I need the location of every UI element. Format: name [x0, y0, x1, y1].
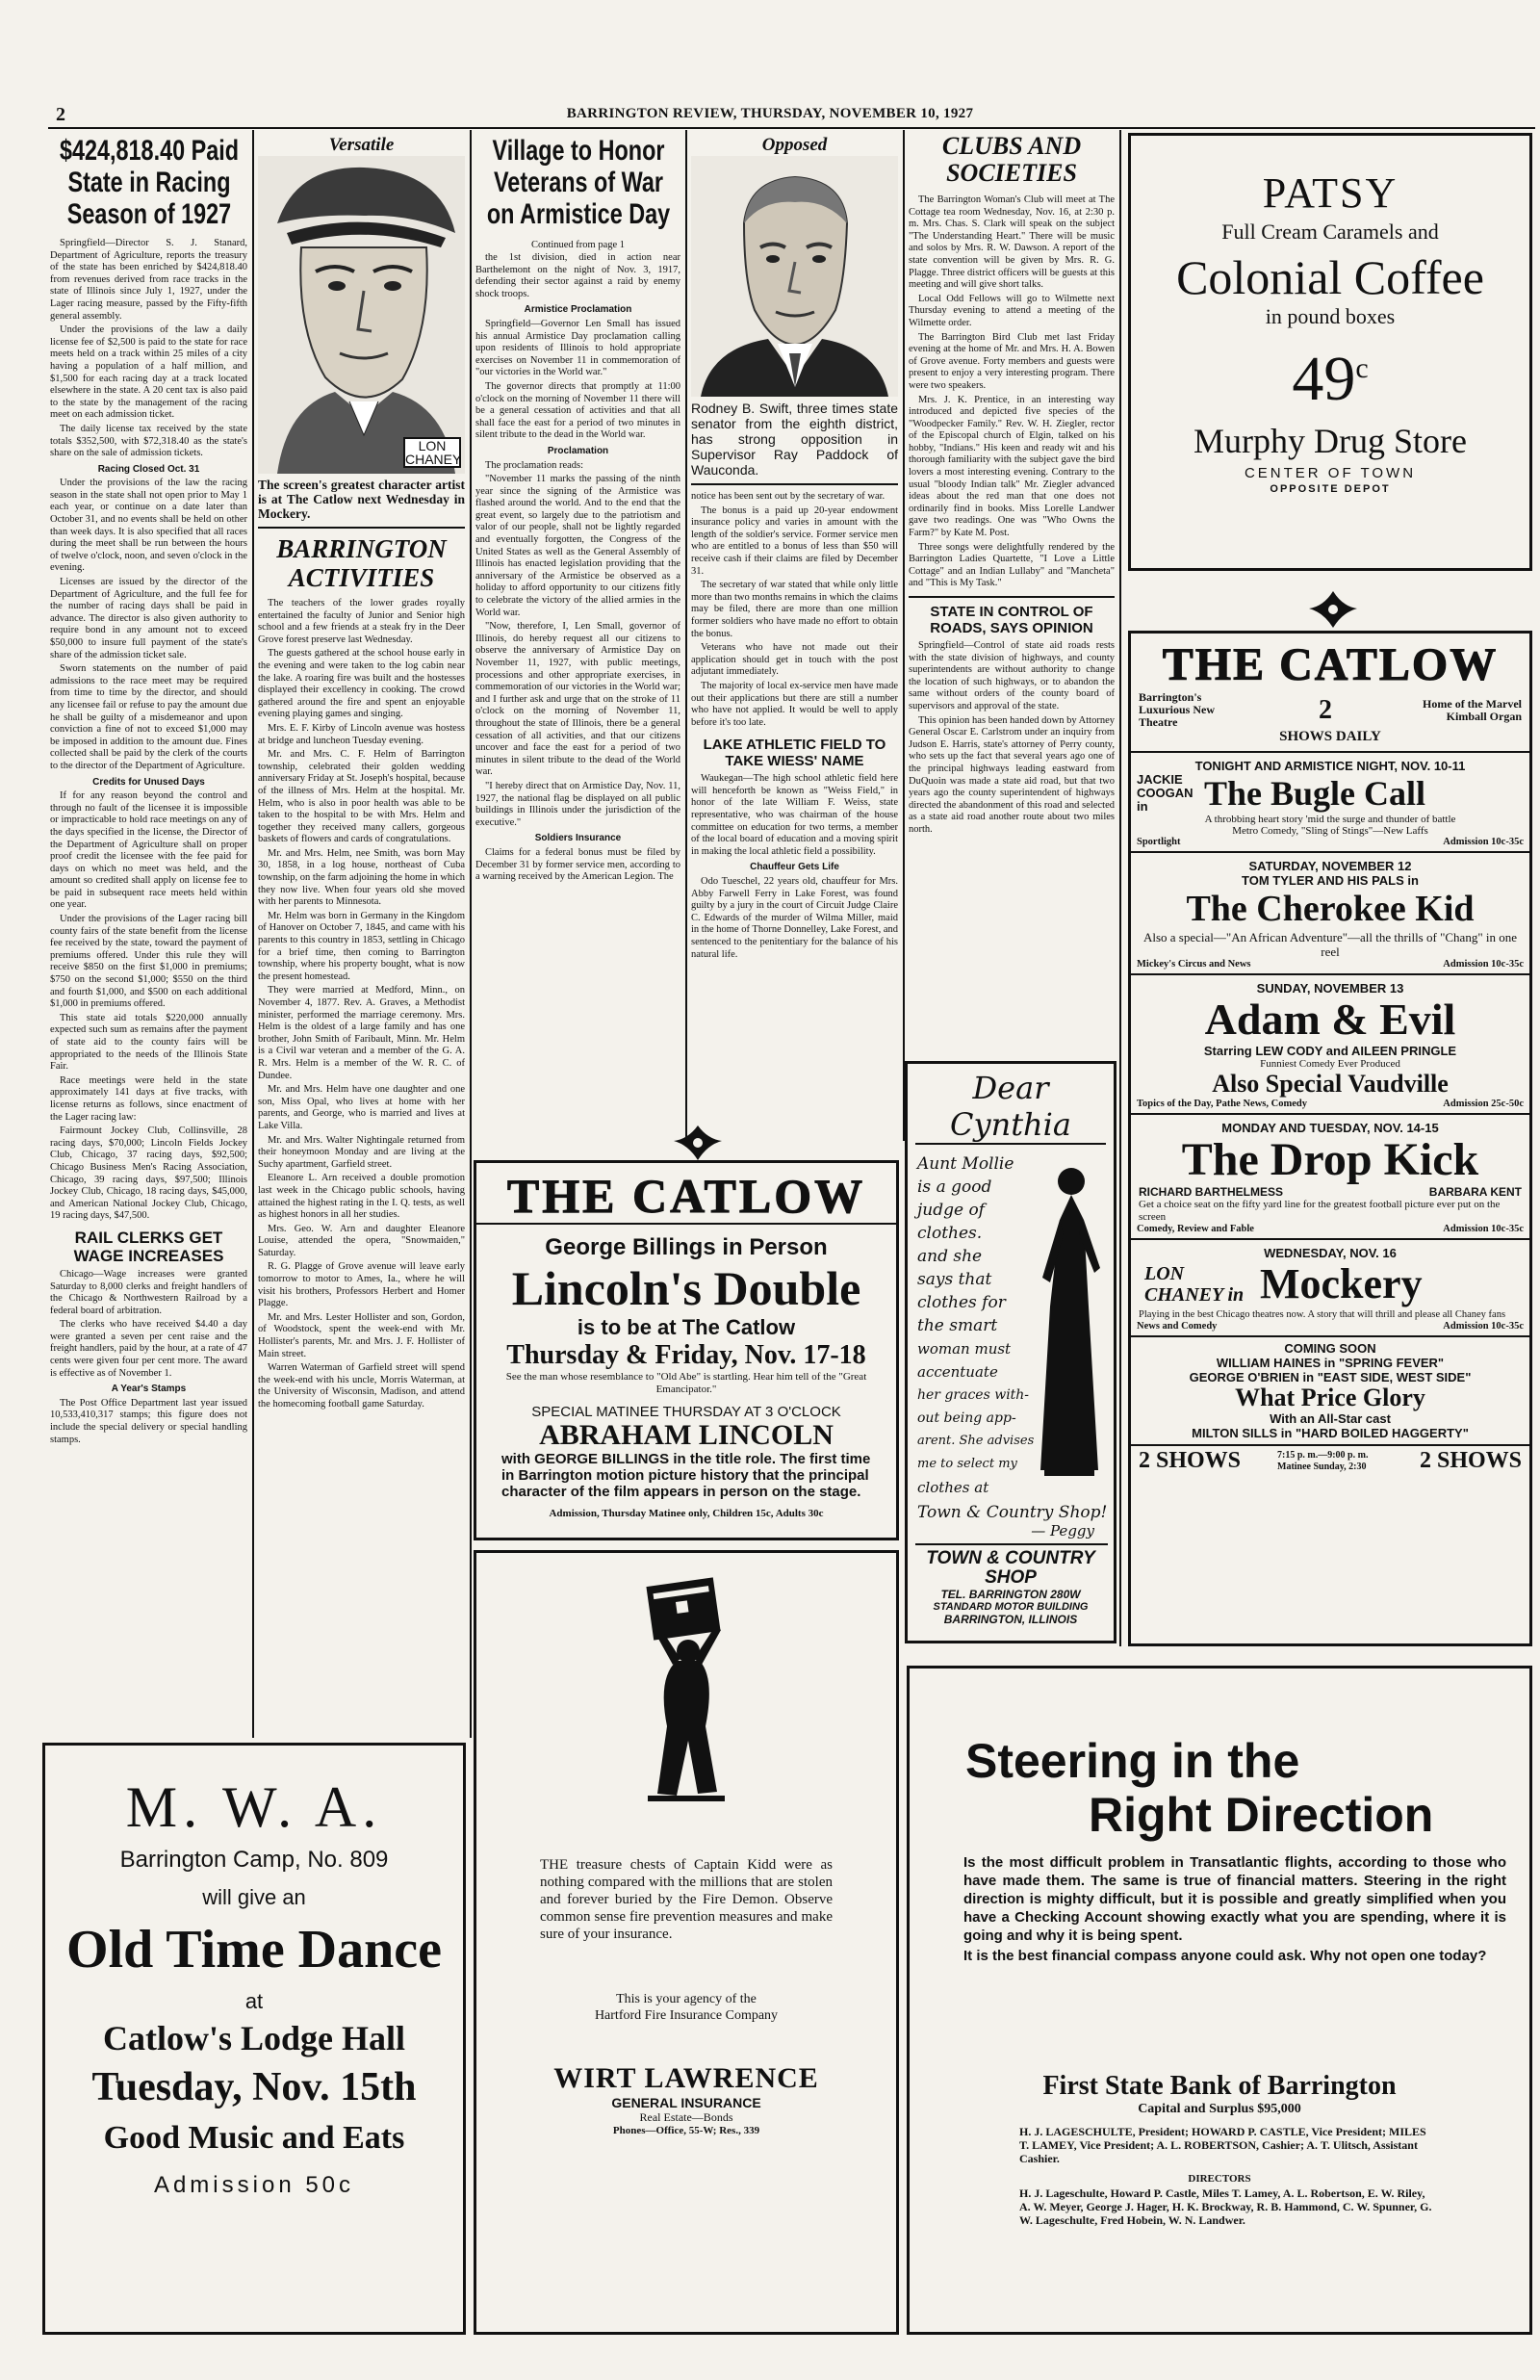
mwa-hall: Catlow's Lodge Hall [102, 2019, 405, 2057]
paragraph: They were married at Medford, Minn., on November 4, 1877. Rev. A. Graves, a Methodist minister, performed the marriage ceremony. Mrs. Helm is the oldest of a large family and has one brother, John Smith of Faribault, Minn. Mr. Helm is a Civil war veteran and a member of the G. A. R. Mrs. Helm is a member of the W. R. C. of Dundee. [258, 985, 465, 1081]
hand-line: says that [917, 1270, 992, 1289]
coming-soon: COMING SOON [1284, 1341, 1376, 1356]
catlow-two: 2 [1319, 694, 1332, 725]
paragraph: If for any reason beyond the control and through no fault of the licensee it is impossible or impracticable to hold race meetings on any of the days specified in the license, the Director of the Department of Agriculture shall on proper proof credit the licensee with the fee paid for days on which no meet was held, and the amount so credited shall apply on license fee to be paid in subsequent race meets held within one year. [50, 790, 247, 911]
wednesday-line: WEDNESDAY, NOV. 16 [1264, 1246, 1397, 1260]
matinee: SPECIAL MATINEE THURSDAY AT 3 O'CLOCK [531, 1404, 841, 1420]
paragraph: Under the provisions of the law the racing season in the state shall not open prior to May 1 each year, or continue on a date later than October 31, and no events shall be held on other than week days. It is also specified that all races during the meet shall be run between the hours of twelve o'clock, noon, and seven o'clock in the evening. [50, 478, 247, 574]
news-comedy: News and Comedy [1137, 1321, 1218, 1332]
patsy-name: PATSY [1262, 169, 1399, 217]
paragraph: Mrs. E. F. Kirby of Lincoln avenue was hostess at bridge and luncheon Tuesday evening. [258, 722, 465, 746]
tonight-line: TONIGHT AND ARMISTICE NIGHT, NOV. 10-11 [1194, 759, 1466, 773]
portrait-image [691, 156, 898, 397]
shop-logo: TOWN & COUNTRY SHOP [926, 1548, 1095, 1588]
continued-note: Continued from page 1 [530, 240, 626, 250]
all-star: With an All-Star cast [1270, 1411, 1391, 1426]
hand-line: and she [917, 1247, 983, 1266]
directors-label: DIRECTORS [1188, 2173, 1251, 2185]
clubs-headline: CLUBS AND SOCIETIES [941, 132, 1082, 187]
hand-line: clothes. [917, 1224, 983, 1243]
coming-1: WILLIAM HAINES in "SPRING FEVER" [1216, 1356, 1445, 1370]
paragraph: Mr. Helm was born in Germany in the Kingdom of Hanover on October 7, 1845, and came with his parents to this country in 1853, settling in Chicago for a brief time, then coming to Barrington township, where his property bought, what is now the present homestead. [258, 910, 465, 982]
catlow-center-ad [474, 1160, 899, 1540]
cynthia-title: Dear Cynthia [915, 1070, 1106, 1145]
photo-label: Opposed [761, 135, 828, 155]
paragraph: Mr. and Mrs. C. F. Helm of Barrington township, celebrated their golden wedding anniversary Friday at St. Joseph's hospital, because of the illness of Mrs. Helm at the hospital. Mr. Helm, who is also in poor health was able to be taken to the hospital to be with Mrs. Helm and together they received many callers, gorgeous baskets of flowers and cards of congratulations. [258, 749, 465, 845]
bugle-desc: A throbbing heart story 'mid the surge and thunder of battle [1204, 814, 1456, 825]
price-unit: c [1355, 352, 1369, 384]
admission-1: Admission 10c-35c [1443, 837, 1524, 847]
rule [1131, 1238, 1529, 1240]
hand-line: Aunt Mollie [917, 1154, 1014, 1174]
page-number: 2 [56, 104, 65, 125]
lon-chaney-photo [258, 156, 465, 474]
hand-line: clothes at [917, 1479, 989, 1496]
mwa-dance: Old Time Dance [66, 1920, 442, 1979]
paragraph: Race meetings were held in the state approximately 141 days at five tracks, with license returns as follows, since enactment of the Lager racing law: [50, 1074, 247, 1123]
rule [1131, 1113, 1529, 1115]
paragraph: The daily license tax received by the state totals $352,500, with $72,318.40 as the state's share on the sale of admission tickets. [50, 423, 247, 459]
rule [1131, 973, 1529, 975]
cherokee-desc: Also a special—"An African Adventure"—all the thrills of "Chang" in one reel [1142, 930, 1518, 959]
column-rule-2 [470, 130, 472, 1738]
wirt-re: Real Estate—Bonds [639, 2110, 733, 2124]
paragraph: Mr. and Mrs. Lester Hollister and son, Gordon, of Woodstock, spent the week-end with Mr. Hollister's parents, Mr. and Mrs. J. F. Hollister of Main street. [258, 1311, 465, 1359]
rule [915, 1543, 1108, 1545]
paragraph: Odo Tueschel, 22 years old, chauffeur for Mrs. Abby Farwell Ferry in Lake Forest, was found guilty by a jury in the court of Circuit Judge Claire C. Edwards of the murder of Wilma Miller, maid in the home of Thorne Donnelley, Lake Forest, and sentenced to the penitentiary for the balance of his natural life. [691, 876, 898, 960]
bugle-call-title: The Bugle Call [1204, 774, 1426, 813]
rule [1131, 751, 1529, 753]
treasure-chest-illustration [476, 1572, 896, 1827]
cherokee-title: The Cherokee Kid [1186, 889, 1475, 929]
dates: Thursday & Friday, Nov. 17-18 [506, 1340, 866, 1370]
paragraph: Three songs were delightfully rendered by the Barrington Ladies Quartette, "I Love a Little Cottage" and an Indian Lullaby" and "Mancheta" and "This is My Task." [909, 541, 1115, 589]
show-times: 7:15 p. m.—9:00 p. m. Matinee Sunday, 2:30 [1277, 1449, 1369, 1472]
masthead-title: BARRINGTON REVIEW, THURSDAY, NOVEMBER 10, 1927 [566, 106, 974, 121]
sportlight: Sportlight [1137, 837, 1181, 847]
bonus-body [691, 491, 898, 729]
vaudeville: Also Special Vaudville [1212, 1070, 1449, 1098]
paragraph: Mrs. J. K. Prentice, in an interesting way introduced and depicted five species of the "Woodpecker Family." Rev. W. H. Ziegler, rector of the Episcopal church of Elgin, talked on his hobby, "Indians." His keen and ready wit and his thorough familiarity with the subject gave the bird lovers a most interesting evening. Contrary to the usual "bloody Indian talk" Mr. Ziegler advanced ideas about the red man that one does not ordinarily find in books. Miss Lorelle Landwer gave two readings. One was "Who Owns the Farm?" by Kate M. Post. [909, 394, 1115, 539]
paragraph: Licenses are issued by the director of the Department of Agriculture, and the full fee for the number of racing days shall be paid in advance. The director is also given authority to require bond in any amount not to exceed $50,000 to insure full payment of the state's share of the admission ticket sale. [50, 577, 247, 660]
clubs-body [909, 194, 1115, 590]
hand-line: her graces with- [917, 1387, 1030, 1403]
paragraph: "I hereby direct that on Armistice Day, Nov. 11, 1927, the national flag be displayed on all public buildings in Illinois under the jurisdiction of the executive." [475, 780, 680, 828]
rodney-swift-photo [691, 156, 898, 397]
tom-tyler: TOM TYLER AND HIS PALS in [1242, 873, 1419, 888]
column-rule-1 [252, 130, 254, 1738]
catlow-right-sub: Home of the Marvel Kimball Organ [1423, 696, 1522, 723]
paragraph: Waukegan—The high school athletic field here will henceforth be known as "Weiss Field," in honor of the late William F. Weiss, state representative, who was chairman of the house committee on education for two terms, a member of the local board of education and a moving spirit in making the local athletic field a possibility. [691, 773, 898, 857]
activities-headline: BARRINGTON ACTIVITIES [276, 534, 447, 592]
adam-title: Adam & Evil [1204, 995, 1456, 1044]
rule [1131, 1335, 1529, 1337]
paragraph: Springfield—Governor Len Small has issued his annual Armistice Day proclamation calling upon residents of Illinois to hold appropriate exercises on November 11 in commemoration of "our victories in the World war." [475, 318, 680, 378]
funniest: Funniest Comedy Ever Produced [1260, 1058, 1400, 1070]
mwa-admission: Admission 50c [153, 2172, 355, 2198]
abraham-lincoln: ABRAHAM LINCOLN [539, 1419, 834, 1451]
paragraph: Claims for a federal bonus must be filed by December 31 by former service men, according to a warning received by the American Legion. The [475, 846, 680, 883]
paragraph: notice has been sent out by the secretary of war. [691, 491, 886, 502]
rule [691, 483, 898, 485]
athletic-field-headline: LAKE ATHLETIC FIELD TO TAKE WIESS' NAME [703, 737, 886, 770]
column-rule-4 [903, 130, 905, 1141]
subhead: Racing Closed Oct. 31 [97, 463, 200, 475]
center-admission: Admission, Thursday Matinee only, Children 15c, Adults 30c [549, 1508, 824, 1519]
paragraph: The proclamation reads: [485, 459, 584, 471]
bank-headline-1: Steering in the [965, 1734, 1300, 1788]
paragraph: The bonus is a paid up 20-year endowment insurance policy and varies in amount with the length of the soldier's service. Former service men who are entitled to a bonus of less than $50 will receive cash if their claims are filed by December 31. [691, 504, 898, 577]
milton: MILTON SILLS in "HARD BOILED HAGGERTY" [1192, 1426, 1469, 1440]
hand-line: me to select my [917, 1457, 1017, 1471]
catlow-center-ornament [664, 1124, 732, 1162]
masthead-rule [48, 127, 1535, 129]
price-glory: What Price Glory [1235, 1384, 1425, 1411]
paragraph: Springfield—Control of state aid roads rests with the state division of highways, and county superintendents are without authority to change the location of such highways, or to abandon the same without orders of the county board of supervisors and approval of the state. [909, 640, 1115, 711]
activities-body [258, 598, 465, 1411]
patsy-line1: Full Cream Caramels and [1221, 220, 1439, 244]
paragraph: the 1st division, died in action near Barthelemont on the night of Nov. 3, 1917, defending their sector against a raid by enemy shock troops. [475, 252, 680, 299]
catlow-title: THE CATLOW [506, 1169, 866, 1223]
mwa-date: Tuesday, Nov. 15th [91, 2065, 417, 2109]
paragraph: Under the provisions of the law a daily license fee of $2,500 is paid to the state for race meets held on a track within 25 miles of a city having a population of a half million, and $1,500 for each racing day at a track located elsewhere in the state. A 20 cent tax is also paid to the state by the management of the racing meet on each admission ticket. [50, 324, 247, 421]
paragraph: Warren Waterman of Garfield street will spend the week-end with his uncle, Morris Waterman, at the University of Wisconsin, Madison, and attend the homecoming football game Saturday. [258, 1362, 465, 1410]
cynthia-handwriting [908, 1152, 1035, 1499]
catlow-ornament [1299, 589, 1367, 630]
column-2 [258, 135, 465, 1413]
jackie-coogan: JACKIE COOGAN in [1137, 772, 1194, 814]
column-4 [691, 135, 898, 963]
bank-directors: H. J. Lageschulte, Howard P. Castle, Miles T. Lamey, A. L. Robertson, E. W. Riley, A. W. Meyer, George J. Hager, H. K. Brockway, R. B. Hammond, C. W. Spunner, G. W. Lageschulte, Fred Hobein, W. N. Landwer. [1019, 2186, 1432, 2227]
paragraph: The clerks who have received $4.40 a day were granted a seven per cent raise and the freight handlers, paid by the hour, at a rate of 47 cents were given four per cent more. The award is effective as of November 1. [50, 1319, 247, 1379]
paragraph: Mr. and Mrs. Helm have one daughter and one son, Miss Opal, who lives at home with her parents, and George, who is married and lives at Lake Villa. [258, 1084, 465, 1131]
hand-line: accentuate [917, 1363, 998, 1381]
catlow-left-sub: Barrington's Luxurious New Theatre [1139, 690, 1216, 729]
paragraph: The Barrington Bird Club met last Friday evening at the home of Mr. and Mrs. H. A. Bowen of Grove avenue. Forty members and guests were present to enjoy a very interesting program. There were two speakers. [909, 331, 1115, 391]
paragraph: The secretary of war stated that while only little more than two months remains in which the claims may be filed, there are more than one million former soldiers who have made no effort to obtain the bonus. [691, 580, 898, 639]
bank-ad [907, 1666, 1532, 2335]
bank-name: First State Bank of Barrington [1042, 2071, 1397, 2101]
dropkick-title: The Drop Kick [1181, 1134, 1479, 1185]
shop-phone: TEL. BARRINGTON 280W [940, 1588, 1081, 1601]
paragraph: Eleanore L. Arn received a double promotion last week in the Chicago public schools, having attained the highest rating in the I. Q. tests, as well as highest honors in all her studies. [258, 1173, 465, 1221]
shop-line: Town & Country Shop! [917, 1503, 1108, 1522]
roads-body [909, 640, 1115, 837]
price-value: 49 [1292, 344, 1356, 414]
mwa-ad [42, 1743, 466, 2335]
patsy-price [1131, 333, 1529, 415]
paragraph: Veterans who have not made out their application should get in touch with the post adjutant immediately. [691, 642, 898, 678]
bugle-extra: Metro Comedy, "Sling of Stings"—New Laffs [1232, 825, 1428, 837]
admission-4: Admission 10c-35c [1443, 1224, 1524, 1234]
column-1 [50, 135, 247, 1448]
mockery-desc: Playing in the best Chicago theatres now. A story that will thrill and please all Chaney fans [1139, 1309, 1506, 1320]
paragraph: The teachers of the lower grades royally entertained the faculty of Junior and Senior high school and a few friends at a steak fry in the Deer Grove forest preserve last Wednesday. [258, 598, 465, 645]
rule [909, 596, 1115, 598]
patsy-center: CENTER OF TOWN [1244, 465, 1417, 481]
topics: Topics of the Day, Pathe News, Comedy [1137, 1099, 1307, 1109]
armistice-body [475, 252, 680, 884]
rail-clerks-body [50, 1269, 247, 1446]
catlow-right-ad [1128, 631, 1532, 1646]
mwa-music: Good Music and Eats [103, 2120, 405, 2156]
paragraph: "Now, therefore, I, Len Small, governor of Illinois, do hereby request all our citizens to observe the anniversary of Armistice Day on November 11, 1927, with public meetings, processions and other appropriate exercises, in commemoration of our victories in the World war; and I further ask and urge that on the stroke of 11 o'clock on the morning of November 11, throughout the state of Illinois, there be a general cessation of all activities, and that our citizens uncover and face the east for a period of two minutes in silent tribute to the dead of the World war. [475, 621, 680, 778]
signature: — Peggy [1031, 1522, 1094, 1539]
paragraph: Fairmount Jockey Club, Collinsville, 28 racing days, $70,000; Lincoln Fields Jockey Club, Chicago, 37 racing days, $92,500; Chicago Business Men's Racing Association, Chicago, 39 racing days, $97,500; Illinois Jockey Club, Chicago, 18 racing days, $45,000, and American National Jockey Club, Chicago, 19 racing days, $47,500. [50, 1125, 247, 1222]
paragraph: This opinion has been handed down by Attorney General Oscar E. Carlstrom under an inquiry from Judson E. Harris, state's attorney of Perry county, who sets up the fact that several years ago one of the principal highways leading eastward from DuQuoin was made a state aid road, but that two years ago the county superintendent of highways directed the abandonment of this road and selected as a state aid road another route about two miles north. [909, 714, 1115, 835]
wirt-phones: Phones—Office, 55-W; Res., 339 [612, 2125, 760, 2136]
bank-officers: H. J. LAGESCHULTE, President; HOWARD P. CASTLE, Vice President; MILES T. LAMEY, Vice President; A. L. ROBERTSON, Cashier; A. T. Ulitsch, Assistant Cashier. [1019, 2125, 1426, 2165]
racing-body [50, 238, 247, 1223]
roads-headline: STATE IN CONTROL OF ROADS, SAYS OPINION [930, 604, 1093, 636]
saturday-line: SATURDAY, NOVEMBER 12 [1248, 859, 1412, 873]
dropkick-desc: Get a choice seat on the fifty yard line for the greatest football picture ever put on the screen [1139, 1199, 1501, 1223]
column-3 [475, 135, 680, 886]
paragraph: Mr. and Mrs. Walter Nightingale returned from their honeymoon Monday and are living at the Suchy apartment, Garfield street. [258, 1134, 465, 1170]
paragraph: Local Odd Fellows will go to Wilmette next Thursday evening to attend a meeting of the Wilmette order. [909, 293, 1115, 328]
patsy-store: Murphy Drug Store [1194, 422, 1467, 460]
dear-cynthia-ad [905, 1061, 1116, 1643]
shop-building: STANDARD MOTOR BUILDING [933, 1601, 1089, 1613]
paragraph: Chicago—Wage increases were granted Saturday to 8,000 clerks and freight handlers of the Chicago & Northwestern Railroad by a federal board of arbitration. [50, 1268, 247, 1316]
patsy-opposite: OPPOSITE DEPOT [1270, 483, 1391, 495]
bank-body: Is the most difficult problem in Transatlantic flights, according to those who have made them. The same is true of financial matters. Steering in the right direction is mighty difficult, but it is possible and greatly simplified when you have a Checking Account showing exactly what you are spending, where it is going and why it is being spent. [963, 1854, 1506, 1944]
ornament-icon [1299, 589, 1367, 630]
subhead: Soldiers Insurance [534, 833, 622, 844]
wirt-name: WIRT LAWRENCE [553, 2062, 819, 2094]
paragraph: Sworn statements on the number of paid admissions to the race meet may be required from time to time by the director, and should any licensee fail or refuse to pay the amount due he shall be guilty of a misdemeanor and upon conviction a fine of not to exceed $1,000 may be imposed in addition to the amount due. Fines collected shall be paid by the clerk of the courts to the director of the Department of Agriculture. [50, 663, 247, 771]
bank-capital: Capital and Surplus $95,000 [1138, 2102, 1301, 2116]
photo-caption: The screen's greatest character artist is at The Catlow next Wednesday in Mockery. [258, 478, 465, 521]
mwa-will: will give an [202, 1885, 306, 1909]
mwa-title: M. W. A. [125, 1775, 383, 1839]
hand-line: woman must [917, 1340, 1012, 1358]
photo-label: Versatile [328, 135, 395, 155]
mwa-camp: Barrington Camp, No. 809 [119, 1847, 389, 1873]
rule [476, 1223, 896, 1225]
column-5 [909, 133, 1115, 839]
lincolns-double: Lincoln's Double [511, 1261, 861, 1315]
two-shows-right: 2 SHOWS [1419, 1448, 1522, 1473]
patsy-coffee: Colonial Coffee [1176, 250, 1484, 304]
mwa-at: at [244, 1989, 264, 2013]
photo-caption: Rodney B. Swift, three times state senator from the eighth district, has strong opposition in Supervisor Ray Paddock of Wauconda. [691, 401, 898, 478]
shop-town: BARRINGTON, ILLINOIS [943, 1613, 1078, 1626]
paragraph: The guests gathered at the school house early in the evening and were taken to the log cabin near the lake. A roaring fire was built and the hostesses displayed their excellency in cooking. The crowd gathered around the fire and spent an enjoyable evening playing games and singing. [258, 648, 465, 720]
admission-2: Admission 10c-35c [1443, 959, 1524, 970]
see-desc: See the man whose resemblance to "Old Abe" is startling. Hear him tell of the "Great Emancipator." [505, 1371, 867, 1395]
treasure-chest-icon [609, 1572, 763, 1823]
paragraph: The Post Office Department last year issued 10,533,410,317 stamps; this figure does not include the special delivery or special handling stamps. [50, 1397, 247, 1445]
star-barthelmess: RICHARD BARTHELMESS [1139, 1185, 1283, 1199]
paragraph: R. G. Plagge of Grove avenue will leave early tomorrow to motor to Ames, Ia., where he will visit his brothers, Professors Herbert and Homer Plagge. [258, 1261, 465, 1309]
armistice-headline: Village to Honor Veterans of War on Armistice Day [486, 135, 671, 230]
bank-headline-2: Right Direction [1089, 1788, 1434, 1842]
lincoln-desc: with GEORGE BILLINGS in the title role. The first time in Barrington motion picture history that the principal character of the film appears in person on the stage. [501, 1451, 871, 1500]
rail-clerks-headline: RAIL CLERKS GET WAGE INCREASES [73, 1228, 224, 1265]
coming-2: GEORGE O'BRIEN in "EAST SIDE, WEST SIDE" [1189, 1370, 1472, 1384]
wirt-gen: GENERAL INSURANCE [611, 2095, 761, 2110]
hand-line: the smart [917, 1316, 998, 1335]
to-be: is to be at The Catlow [577, 1315, 796, 1339]
comedy: Comedy, Review and Fable [1137, 1224, 1254, 1234]
paragraph: The majority of local ex-service men have made out their applications but there are still a number who have not applied. It would be well to apply before it's too late. [691, 680, 898, 728]
ornament-icon [664, 1124, 732, 1162]
subhead: Chauffeur Gets Life [750, 862, 839, 873]
mockery-title: Mockery [1260, 1260, 1423, 1307]
hand-line: arent. She advises [917, 1434, 1035, 1448]
woman-figure-image [1031, 1152, 1108, 1499]
paragraph: Springfield—Director S. J. Stanard, Department of Agriculture, reports the treasury of the state has been enriched by $424,818.40 from revenues derived from race tracks in the state of Illinois since July 1, 1927, under the Lager racing measure, passed by the Fifty-fifth general assembly. [50, 238, 247, 322]
photo-name-label: LON CHANEY [405, 438, 462, 467]
paragraph: "November 11 marks the passing of the ninth year since the signing of the Armistice was flashed around the world. And to the end that the great event, so largely due to the patriotism and valor of our people, shall not be lightly regarded and eventually forgotten, the Congress of the United States as well as the General Assembly of Illinois has enacted legislation providing that the anniversary of the Armistice be observed as a holiday to afford opportunity to our citizens fitly to celebrate the victory of the allied armies in the World war. [475, 474, 680, 618]
paragraph: Under the provisions of the Lager racing bill county fairs of the state benefit from the license fee received by the state, toward the payment of premiums offered. Under this rule they will receive $850 on the first $1,000 in premiums; $750 on the second $1,000; $550 on the third and fourth $1,000, and $500 on each additional $1,000 in premiums offered. [50, 914, 247, 1010]
subhead: Proclamation [547, 445, 609, 456]
star-kent: BARBARA KENT [1428, 1185, 1522, 1199]
adam-star: Starring LEW CODY and AILEEN PRINGLE [1203, 1044, 1457, 1058]
rule [1131, 851, 1529, 853]
catlow-title: THE CATLOW [1162, 639, 1499, 690]
paragraph: Mrs. Geo. W. Arn and daughter Eleanore Louise, attended the opera, "Snowmaiden," Saturday. [258, 1223, 465, 1258]
shows-daily: SHOWS DAILY [1279, 729, 1381, 744]
paragraph: This state aid totals $220,000 annually expected such sum as remains after the payment of state aid to the county fairs will be appropriated to the needs of the Illinois State Fair. [50, 1012, 247, 1073]
admission-3: Admission 25c-50c [1443, 1099, 1524, 1109]
patsy-ad [1128, 133, 1532, 571]
rule [1131, 1444, 1529, 1446]
column-rule-5 [1119, 130, 1121, 1646]
hand-line: is a good [917, 1177, 992, 1197]
rule [258, 527, 465, 529]
wirt-lawrence-ad [474, 1550, 899, 2335]
subhead: Credits for Unused Days [92, 776, 205, 788]
in-person: George Billings in Person [545, 1234, 828, 1260]
wirt-p2: This is your agency of the Hartford Fire Insurance Company [594, 1992, 779, 2023]
sunday-line: SUNDAY, NOVEMBER 13 [1256, 981, 1404, 996]
subhead: Armistice Proclamation [524, 304, 632, 316]
admission-5: Admission 10c-35c [1443, 1321, 1524, 1332]
hand-line: judge of [917, 1201, 985, 1220]
lon-chaney: LON CHANEY in [1144, 1263, 1245, 1306]
racing-headline: $424,818.40 Paid State in Racing Season of 1927 [59, 135, 240, 230]
column-rule-3 [685, 130, 687, 1141]
mickey: Mickey's Circus and News [1137, 959, 1251, 970]
subhead: A Year's Stamps [111, 1384, 187, 1395]
paragraph: Mr. and Mrs. Helm, nee Smith, was born May 30, 1858, in a log house, northeast of Cuba township, on the farm adjoining the home in which they now live. When four years old she moved with her parents to Minnesota. [258, 847, 465, 908]
two-shows-left: 2 SHOWS [1139, 1448, 1242, 1473]
patsy-line3: in pound boxes [1265, 304, 1396, 328]
paragraph: The governor directs that promptly at 11:00 o'clock on the morning of November 11 there will be a general cessation of activities and that all shall face the east for a period of two minutes in silent tribute to the dead in the World war. [475, 380, 680, 441]
athletic-field-body [691, 773, 898, 961]
bank-body-2: It is the best financial compass anyone could ask. Why not open one today? [963, 1948, 1487, 1964]
hand-line: clothes for [917, 1293, 1006, 1312]
wirt-p1: THE treasure chests of Captain Kidd were as nothing compared with the millions that are stolen and forever buried by the Fire Demon. Observe common sense fire prevention measures and make sure of your insurance. [540, 1857, 833, 1942]
portrait-image [258, 156, 465, 474]
paragraph: The Barrington Woman's Club will meet at The Cottage tea room Wednesday, Nov. 16, at 2:30 p. m. Mrs. Chas. S. Clark will speak on the subject "The Understanding Heart." There will be music and solos by Mrs. R. W. Dawson. A report of the state convention will be given by Mrs. R. G. Plagge. Three district officers will be guests at this meeting and will give short talks. [909, 194, 1115, 291]
montue-line: MONDAY AND TUESDAY, NOV. 14-15 [1221, 1121, 1439, 1135]
hand-line: out being app- [917, 1410, 1016, 1426]
